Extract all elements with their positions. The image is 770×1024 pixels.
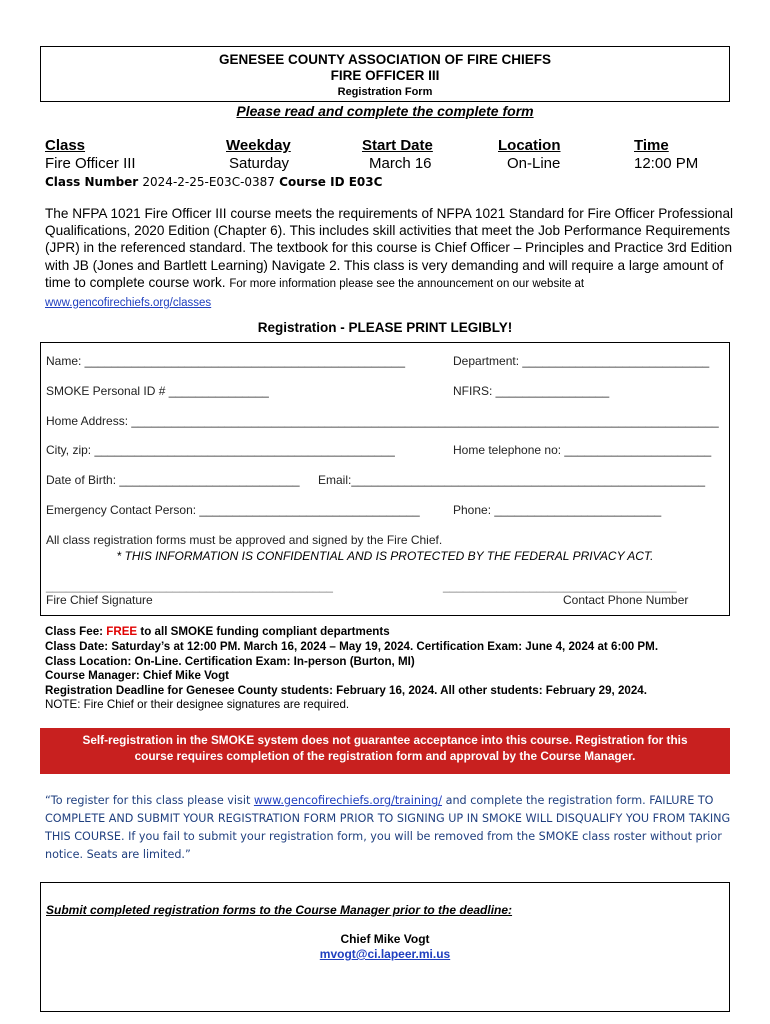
email-field[interactable]: Email:_____________________________________________________: [318, 473, 706, 487]
registration-quote: [45, 792, 735, 864]
location-column-header: Location: [498, 137, 561, 154]
date-of-birth-field[interactable]: Date of Birth: ___________________________: [46, 473, 300, 487]
smoke-id-field[interactable]: SMOKE Personal ID # _______________: [46, 384, 269, 398]
class-number-value: 2024-2-25-E03C-0387: [142, 175, 275, 189]
more-info-text: For more information please see the announcement on our website at: [229, 277, 585, 290]
course-description: [45, 205, 735, 312]
classes-link[interactable]: www.gencofirechiefs.org/classes: [45, 297, 212, 310]
contact-phone-line[interactable]: ___________________________________: [443, 579, 677, 593]
alert-line-2: course requires completion of the registration form and approval by the Course Manager.: [134, 749, 636, 763]
confidential-notice: * THIS INFORMATION IS CONFIDENTIAL AND IS PROTECTED BY THE FEDERAL PRIVACY ACT.: [116, 549, 654, 563]
class-fee-label: Class Fee:: [45, 625, 103, 638]
nfirs-field[interactable]: NFIRS: _________________: [453, 384, 610, 398]
home-phone-field[interactable]: Home telephone no: ______________________: [453, 443, 712, 457]
chief-signature-label: Fire Chief Signature: [46, 593, 153, 607]
class-date-line: Class Date: Saturday’s at 12:00 PM. March 16, 2024 – May 19, 2024. Certification Exam: June 4, 2024 at 6:00 PM.: [45, 640, 659, 653]
time-column-header: Time: [634, 137, 669, 154]
alert-line-1: Self-registration in the SMOKE system does not guarantee acceptance into this course. Registration for this: [82, 733, 688, 747]
course-id-value: E03C: [348, 175, 383, 189]
instruction-heading: Please read and complete the complete form: [236, 103, 534, 119]
home-address-field[interactable]: Home Address: ________________________________________________________________________________________: [46, 414, 719, 428]
smoke-alert-banner: [40, 728, 730, 774]
department-field[interactable]: Department: ____________________________: [453, 354, 710, 368]
document-title: GENESEE COUNTY ASSOCIATION OF FIRE CHIEFS: [218, 52, 552, 67]
time-column-value: 12:00 PM: [634, 155, 699, 172]
class-fee-value: FREE: [106, 625, 138, 638]
submit-box: [40, 882, 730, 1012]
class-column-value: Fire Officer III: [45, 155, 136, 172]
course-manager-email-link[interactable]: mvogt@ci.lapeer.mi.us: [319, 947, 451, 961]
signature-note: NOTE: Fire Chief or their designee signatures are required.: [45, 698, 350, 711]
course-manager-line: Course Manager: Chief Mike Vogt: [45, 669, 230, 682]
class-number-line: [45, 175, 382, 189]
emergency-phone-field[interactable]: Phone: _________________________: [453, 503, 662, 517]
deadline-line: Registration Deadline for Genesee County students: February 16, 2024. All other students: February 29, 2024.: [45, 684, 647, 697]
header-box: [40, 46, 730, 102]
course-manager-email-wrap: [41, 947, 729, 961]
emergency-contact-field[interactable]: Emergency Contact Person: _________________________________: [46, 503, 420, 517]
registration-box: [40, 342, 730, 616]
form-label: Registration Form: [337, 86, 433, 98]
location-column-value: On-Line: [507, 155, 561, 172]
chief-signature-line[interactable]: ___________________________________________: [46, 579, 333, 593]
class-number-label: Class Number: [45, 175, 139, 189]
weekday-column-value: Saturday: [229, 155, 290, 172]
approval-note: All class registration forms must be approved and signed by the Fire Chief.: [46, 533, 443, 547]
start-date-column-value: March 16: [369, 155, 432, 172]
quote-after: and complete the registration form. FAILURE TO COMPLETE AND SUBMIT YOUR REGISTRATION FORM PRIOR TO SIGNING UP IN SMOKE WILL DISQUALIFY YOU FROM TAKING THIS COURSE. If you fail to submit your registration form, you will be removed from the SMOKE class roster without prior notice. Seats are limited.”: [45, 794, 731, 861]
quote-before: “To register for this class please visit: [45, 794, 251, 807]
class-fee-rest: to all SMOKE funding compliant departments: [140, 625, 390, 638]
class-location-line: Class Location: On-Line. Certification Exam: In-person (Burton, MI): [45, 655, 415, 668]
start-date-column-header: Start Date: [362, 137, 433, 154]
class-fee-line: [45, 625, 390, 638]
document-subtitle: FIRE OFFICER III: [330, 68, 440, 83]
course-manager-name: Chief Mike Vogt: [340, 932, 430, 946]
weekday-column-header: Weekday: [226, 137, 291, 154]
name-field[interactable]: Name: ________________________________________________: [46, 354, 406, 368]
course-id-label: Course ID: [279, 175, 345, 189]
description-text: The NFPA 1021 Fire Officer III course meets the requirements of NFPA 1021 Standard for Fire Officer Professional Qualifications, 2020 Edition (Chapter 6). This includes skill activities that meet the Job Performance Requirements (JPR) in the referenced standard. The textbook for this course is Chief Officer – Principles and Practice 3rd Edition with JB (Jones and Bartlett Learning) Navigate 2. This class is very demanding and will require a large amount of time to complete course work.: [45, 206, 734, 290]
training-link[interactable]: www.gencofirechiefs.org/training/: [253, 794, 443, 807]
city-zip-field[interactable]: City, zip: _____________________________________________: [46, 443, 395, 457]
class-column-header: Class: [45, 137, 86, 154]
contact-phone-label: Contact Phone Number: [563, 593, 689, 607]
registration-title: Registration - PLEASE PRINT LEGIBLY!: [257, 320, 513, 335]
submit-instruction: Submit completed registration forms to the Course Manager prior to the deadline:: [46, 903, 513, 917]
